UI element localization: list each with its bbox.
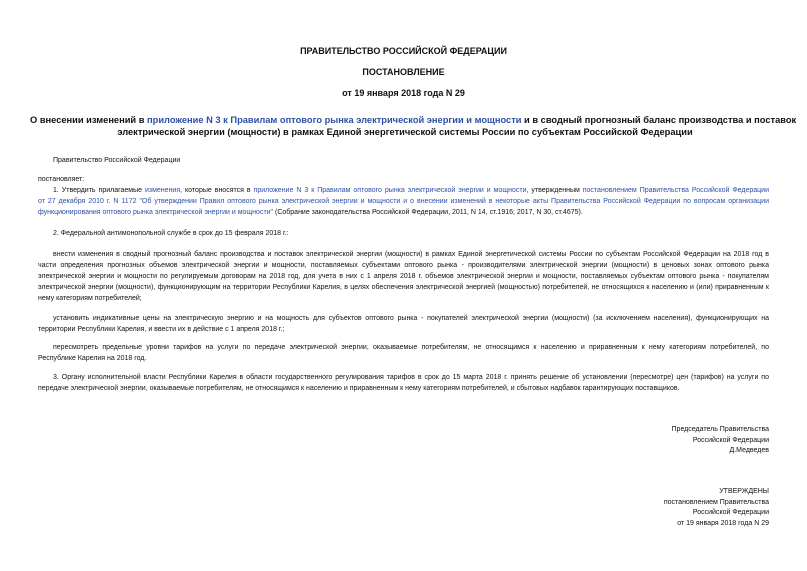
paragraph-2a-line2: части определения прогнозных объемов электрической энергии и мощности, поставляемых субъектами оптового рынка - производителями электрической энергии (мощности) в ценовых зонах оптового рынка: [38, 262, 769, 269]
document-title: [30, 114, 797, 138]
p1-text-c: , утвержденным: [526, 187, 583, 194]
signature-name: Д.Медведев: [729, 447, 769, 454]
appendix-link[interactable]: приложение N 3 к Правилам оптового рынка электрической энергии и мощности: [253, 187, 527, 194]
title-appendix-link[interactable]: приложение N 3 к Правилам оптового рынка электрической энергии и мощности: [147, 115, 522, 125]
paragraph-2a-line5: нему категориям потребителей;: [38, 295, 142, 302]
document-type-heading: ПОСТАНОВЛЕНИЕ: [362, 67, 445, 77]
paragraph-3-line1: 3. Органу исполнительной власти Республики Карелия в области государственного регулирования тарифов в срок до 15 марта 2018 г. принять решение об установлении (пересмотре) цен (тарифов) на услуги по: [53, 374, 769, 381]
paragraph-2a-line4: электрической энергии (мощности), функционирующим на территории Республики Карелия, в целях обеспечения электрической энергией (мощностью) потребителей, не относящихся к населению и (или) приравненным к: [38, 284, 769, 291]
paragraph-3-line2: передаче электрической энергии, оказываемые потребителям, не относящимся к населению и приравненным к нему категориям потребителей, и сбытовых надбавок гарантирующих поставщиков.: [38, 385, 680, 392]
title-text-part2: и в сводный прогнозный баланс производства и поставок: [521, 115, 797, 125]
approved-country: Российской Федерации: [692, 509, 769, 516]
resolution-link[interactable]: постановлением Правительства Российской Федерации: [582, 187, 769, 194]
government-heading: ПРАВИТЕЛЬСТВО РОССИЙСКОЙ ФЕДЕРАЦИИ: [300, 46, 507, 56]
paragraph-1-line1: [38, 186, 769, 197]
paragraph-2a-line1: внести изменения в сводный прогнозный баланс производства и поставок электрической энергии (мощности) в рамках Единой энергетической системы России по субъектам Российской Федерации на 2018 год в: [53, 251, 769, 258]
government-line: Правительство Российской Федерации: [53, 157, 181, 164]
paragraph-2c-line2: Республике Карелия на 2018 год.: [38, 355, 147, 362]
changes-link[interactable]: изменения: [144, 187, 181, 194]
document-title-line1: [30, 114, 797, 126]
approved-date: от 19 января 2018 года N 29: [677, 519, 769, 527]
resolution-title-link-end[interactable]: функционирования оптового рынка электрической энергии и мощности": [38, 209, 274, 216]
approved-by-resolution: постановлением Правительства: [663, 498, 769, 506]
p1-text-b: , которые вносятся в: [180, 187, 254, 194]
signature-position: Председатель Правительства: [671, 426, 769, 433]
signature-country: Российской Федерации: [692, 436, 769, 444]
decrees-line: постановляет:: [38, 176, 85, 183]
paragraph-2b-line1: установить индикативные цены на электрическую энергию и на мощность для субъектов оптового рынка - покупателей электрической энергии (мощности) (за исключением населения), функционирующих на: [53, 315, 769, 322]
paragraph-2a-line3: электрической энергии и мощности по регулируемым договорам на 2018 год, для учета в них с 1 апреля 2018 г. объемов электрической энергии и мощности, поставляемых субъектам оптового рынка - покупателям: [38, 273, 769, 280]
paragraph-2b-line2: территории Республики Карелия, и ввести их в действие с 1 апреля 2018 г.;: [38, 326, 285, 333]
signature-block: [672, 425, 769, 457]
document-title-line2: электрической энергии (мощности) в рамках Единой энергетической системы России по субъектам Российской Федерации: [117, 127, 693, 137]
paragraph-1-line3: [38, 208, 769, 219]
date-number-heading: от 19 января 2018 года N 29: [342, 88, 465, 98]
approved-heading: УТВЕРЖДЕНЫ: [719, 488, 769, 495]
approved-block: [664, 487, 769, 529]
paragraph-1-line2: [38, 197, 769, 208]
paragraph-2c-line1: пересмотреть предельные уровни тарифов на услуги по передаче электрической энергии, оказываемые потребителям, не относящимся к населению и приравненным к нему категориям потребителей, по: [53, 344, 769, 351]
p1-text-a: 1. Утвердить прилагаемые: [53, 187, 145, 194]
resolution-title-link[interactable]: от 27 декабря 2010 г. N 1172 "Об утверждении Правил оптового рынка электрической энергии и мощности и о внесении изменений в некоторые акты Правительства Российской Федерации по вопросам организации: [38, 198, 769, 205]
title-text-part1: О внесении изменений в: [30, 115, 148, 125]
legislation-citation: (Собрание законодательства Российской Федерации, 2011, N 14, ст.1916; 2017, N 30, ст.4675).: [273, 209, 583, 216]
paragraph-2: 2. Федеральной антимонопольной службе в срок до 15 февраля 2018 г.:: [53, 230, 289, 237]
